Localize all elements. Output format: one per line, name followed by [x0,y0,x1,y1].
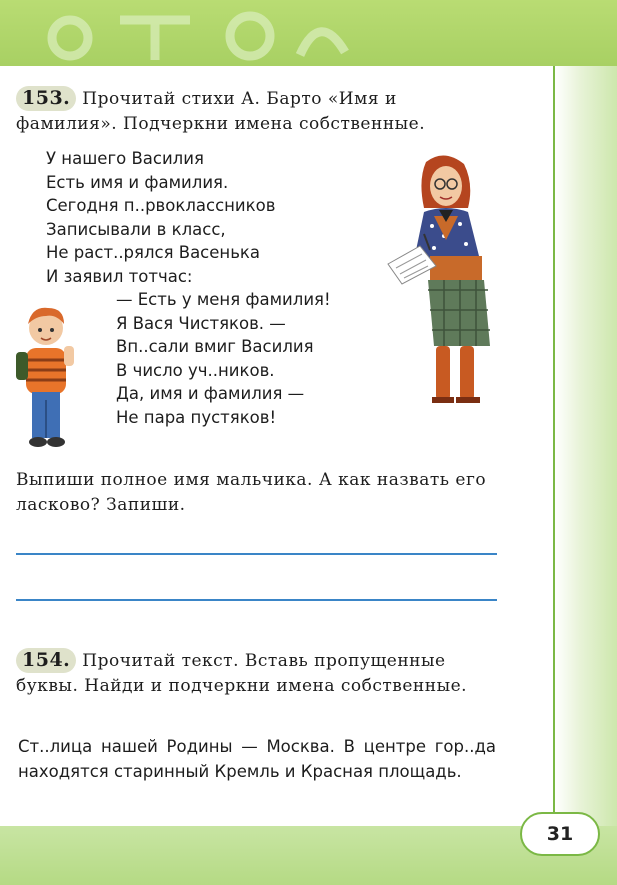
poem-line: — Есть у меня фамилия! [116,290,331,309]
right-margin-strip [555,66,617,885]
margin-divider [553,66,555,826]
task-154-instruction [16,648,496,699]
decorative-letters [0,0,617,66]
task-153-text: Прочитай стихи А. Барто «Имя и фамилия». Подчеркни имена собственные. [16,89,426,134]
poem-line: Записывали в класс, [46,219,226,239]
header-band [0,0,617,66]
poem-line: Да, имя и фамилия — [116,384,305,403]
task-154-number: 154. [16,648,76,673]
teacher-illustration [384,150,494,412]
answer-line-2[interactable] [16,599,497,601]
answer-line-1[interactable] [16,553,497,555]
poem-line: Я Вася Чистяков. — [116,313,286,333]
page-number: 31 [520,812,600,856]
boy-illustration [12,300,78,452]
task-153-number: 153. [16,86,76,111]
task-154-passage: Ст..лица нашей Родины — Москва. В центре гор..да находятся старинный Кремль и Красная площадь. [18,737,496,781]
poem-line: В число уч..ников. [116,360,275,380]
poem-line: Не раст..рялся Васенька [46,243,260,262]
poem-part-1 [46,147,275,288]
poem-line: Сегодня п..рвоклассников [46,196,276,215]
poem-line: У нашего Василия [46,149,204,168]
task-153-question: Выпиши полное имя мальчика. А как назвать его ласково? Запиши. [16,470,487,515]
poem-line: Есть имя и фамилия. [46,172,229,192]
poem-line: Не пара пустяков! [116,407,277,427]
poem-line: Вп..сали вмиг Василия [116,337,314,356]
task-154-text: Прочитай текст. Вставь пропущенные буквы. Найди и подчеркни имена собственные. [16,651,468,696]
task-153-instruction [16,86,496,137]
poem-part-2 [116,288,331,429]
poem-line: И заявил тотчас: [46,266,193,286]
